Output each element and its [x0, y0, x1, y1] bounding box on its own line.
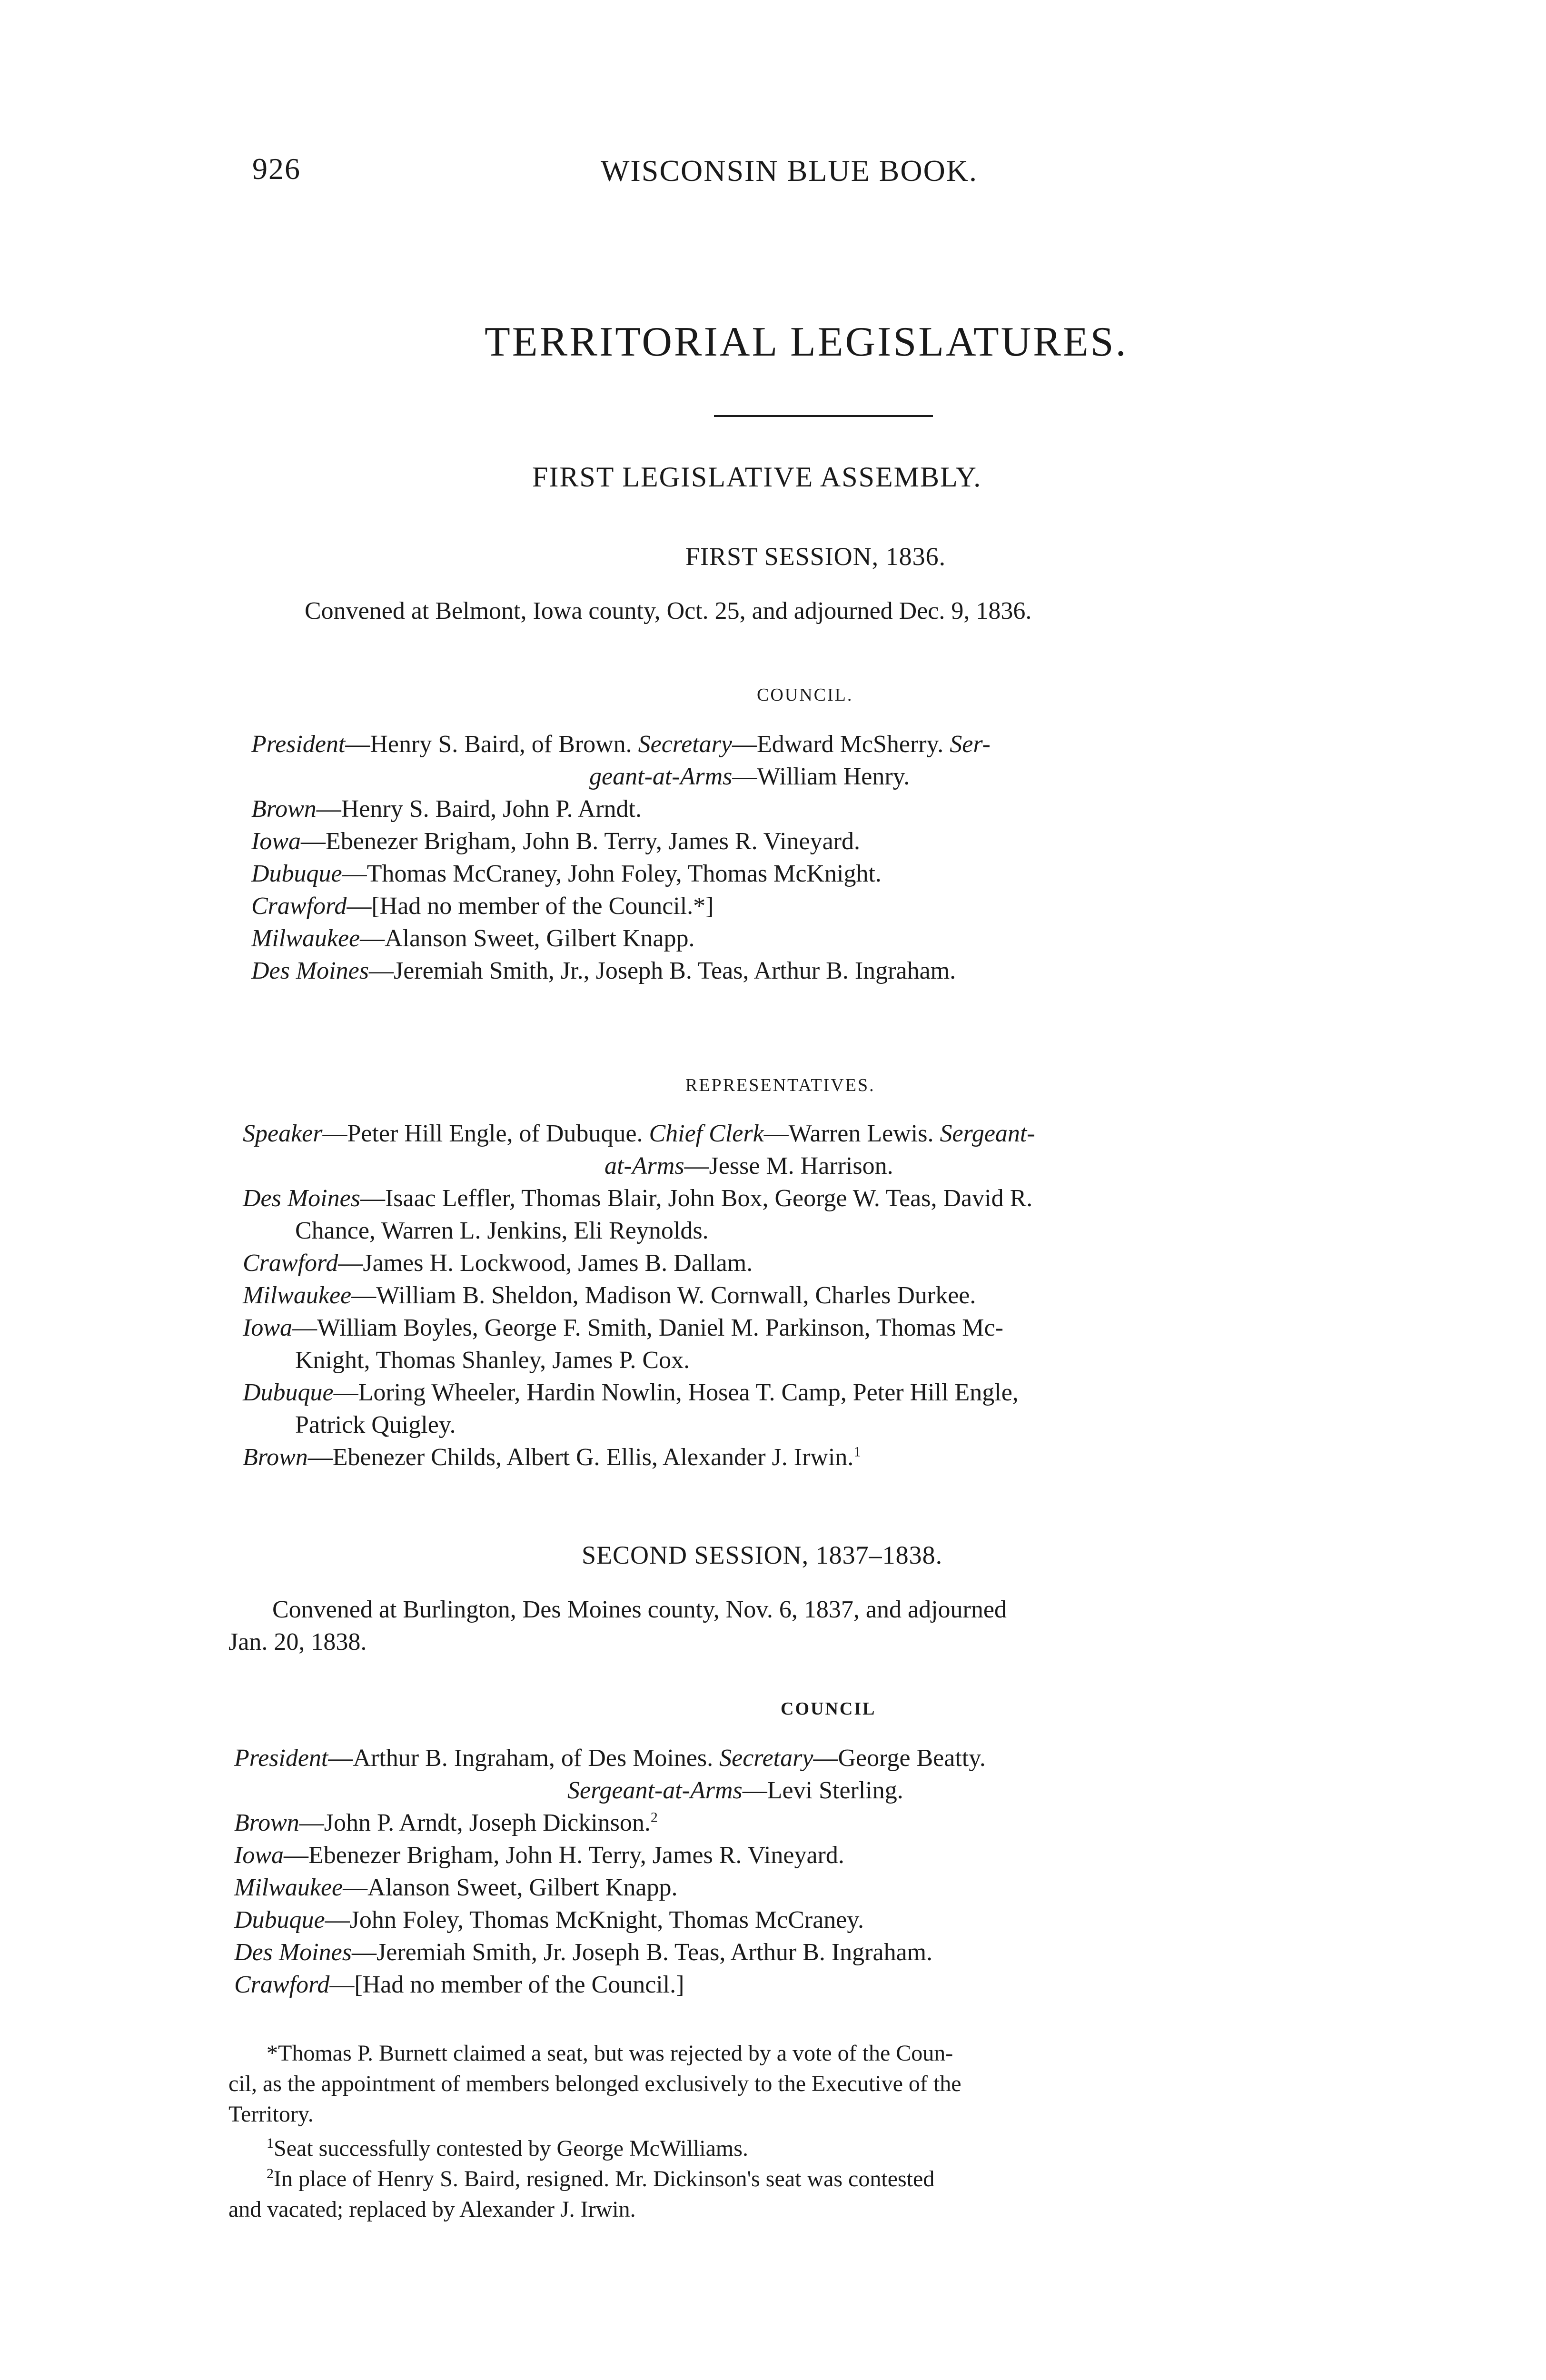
list-item-cont: Patrick Quigley. — [295, 1411, 456, 1438]
role-sergeant: Sergeant-at-Arms — [567, 1777, 743, 1804]
county-name: Brown — [234, 1809, 299, 1836]
role-president: President — [234, 1745, 328, 1772]
footnote-ref: 2 — [650, 1809, 658, 1825]
sergeant-name: —Levi Sterling. — [742, 1777, 903, 1804]
list-item — [234, 1839, 1377, 1872]
session2-council-heading: COUNCIL — [781, 1699, 876, 1719]
clerk-name: —Warren Lewis. — [763, 1120, 940, 1147]
county-name: Crawford — [251, 892, 347, 920]
list-item — [251, 825, 1394, 858]
secretary-name: —George Beatty. — [813, 1745, 986, 1772]
list-item — [234, 1969, 1377, 2001]
list-item-cont: Chance, Warren L. Jenkins, Eli Reynolds. — [295, 1217, 709, 1244]
session2-council-list — [234, 1742, 1377, 2001]
list-item — [234, 1936, 1377, 1969]
members: —[Had no member of the Council.] — [329, 1971, 684, 1998]
list-item-cont: Knight, Thomas Shanley, James P. Cox. — [295, 1347, 690, 1374]
county-name: Des Moines — [251, 957, 369, 984]
county-name: Crawford — [234, 1971, 330, 1998]
members: —John P. Arndt, Joseph Dickinson. — [299, 1809, 651, 1836]
council-officers-line-2 — [234, 1775, 1377, 1807]
footnote-ref: 1 — [853, 1444, 861, 1460]
page-title: TERRITORIAL LEGISLATURES. — [485, 319, 1128, 365]
president-name: —Arthur B. Ingraham, of Des Moines. — [328, 1745, 720, 1772]
list-item — [251, 793, 1394, 825]
county-name: Milwaukee — [234, 1874, 343, 1901]
role-sergeant: Ser- — [950, 731, 991, 758]
list-item — [243, 1377, 1385, 1409]
county-name: Brown — [243, 1444, 308, 1471]
list-item — [251, 922, 1394, 955]
members: —Alanson Sweet, Gilbert Knapp. — [360, 925, 695, 952]
members: —Isaac Leffler, Thomas Blair, John Box, George W. Teas, David R. — [360, 1185, 1033, 1212]
members: —Ebenezer Childs, Albert G. Ellis, Alexander J. Irwin. — [307, 1444, 854, 1471]
county-name: Brown — [251, 795, 317, 823]
council-officers-line — [234, 1742, 1377, 1775]
role-chief-clerk: Chief Clerk — [649, 1120, 764, 1147]
county-name: Dubuque — [251, 860, 342, 887]
members: —Henry S. Baird, John P. Arndt. — [316, 795, 642, 823]
members: —Jeremiah Smith, Jr., Joseph B. Teas, Arthur B. Ingraham. — [368, 957, 956, 984]
council-officers-line-2 — [251, 761, 1394, 793]
county-name: Iowa — [243, 1314, 292, 1341]
footnote-mark: 2 — [267, 2166, 274, 2182]
county-name: Des Moines — [234, 1939, 352, 1966]
members: —James H. Lockwood, James B. Dallam. — [338, 1250, 753, 1277]
session2-convened-2: Jan. 20, 1838. — [228, 1628, 367, 1656]
sergeant-name: —William Henry. — [732, 763, 910, 790]
list-item — [243, 1441, 1385, 1474]
role-sergeant: Sergeant- — [940, 1120, 1035, 1147]
title-rule — [714, 415, 933, 417]
session1-council-list — [251, 728, 1394, 987]
members: —Alanson Sweet, Gilbert Knapp. — [343, 1874, 678, 1901]
session1-heading: FIRST SESSION, 1836. — [685, 542, 946, 571]
footnote-text: Seat successfully contested by George McWilliams. — [274, 2136, 748, 2161]
list-item — [243, 1247, 1385, 1279]
county-name: Iowa — [251, 828, 301, 855]
members: —William Boyles, George F. Smith, Daniel M. Parkinson, Thomas Mc- — [292, 1314, 1003, 1341]
list-item — [243, 1279, 1385, 1312]
footnote-star-1: *Thomas P. Burnett claimed a seat, but was rejected by a vote of the Coun- — [267, 2041, 953, 2066]
members: —Ebenezer Brigham, John H. Terry, James R. Vineyard. — [284, 1842, 844, 1869]
members: —Loring Wheeler, Hardin Nowlin, Hosea T. Camp, Peter Hill Engle, — [333, 1379, 1019, 1406]
running-title: WISCONSIN BLUE BOOK. — [601, 154, 978, 188]
role-sergeant-cont: geant-at-Arms — [589, 763, 733, 790]
list-item — [234, 1904, 1377, 1936]
role-sergeant-cont: at-Arms — [605, 1152, 684, 1180]
members: —Thomas McCraney, John Foley, Thomas McKnight. — [342, 860, 882, 887]
reps-officers-line — [243, 1118, 1385, 1150]
role-speaker: Speaker — [243, 1120, 323, 1147]
session1-reps-heading: REPRESENTATIVES. — [685, 1075, 875, 1095]
footnote-1 — [228, 2133, 1371, 2164]
county-name: Dubuque — [234, 1906, 325, 1934]
list-item — [243, 1312, 1385, 1344]
role-secretary: Secretary — [719, 1745, 813, 1772]
footnote-2-cont: and vacated; replaced by Alexander J. Irwin. — [228, 2197, 636, 2222]
footnote-star-2: cil, as the appointment of members belonged exclusively to the Executive of the — [228, 2071, 961, 2096]
county-name: Milwaukee — [251, 925, 360, 952]
list-item — [234, 1807, 1377, 1839]
footnote-star-3: Territory. — [228, 2102, 314, 2127]
speaker-name: —Peter Hill Engle, of Dubuque. — [322, 1120, 649, 1147]
secretary-name: —Edward McSherry. — [732, 731, 950, 758]
county-name: Des Moines — [243, 1185, 360, 1212]
county-name: Iowa — [234, 1842, 284, 1869]
list-item — [251, 890, 1394, 922]
footnote-2 — [228, 2164, 1371, 2194]
footnote-mark: 1 — [267, 2135, 274, 2151]
session1-convened: Convened at Belmont, Iowa county, Oct. 25, and adjourned Dec. 9, 1836. — [305, 597, 1032, 625]
members: —William B. Sheldon, Madison W. Cornwall, Charles Durkee. — [351, 1282, 976, 1309]
county-name: Dubuque — [243, 1379, 334, 1406]
footnote-text: In place of Henry S. Baird, resigned. Mr. Dickinson's seat was contested — [274, 2166, 935, 2192]
members: —Jeremiah Smith, Jr. Joseph B. Teas, Arthur B. Ingraham. — [351, 1939, 933, 1966]
reps-officers-line-2 — [243, 1150, 1385, 1182]
list-item — [243, 1182, 1385, 1215]
footnotes — [228, 2038, 1371, 2225]
members: —John Foley, Thomas McKnight, Thomas McCraney. — [325, 1906, 864, 1934]
session2-convened-1: Convened at Burlington, Des Moines county, Nov. 6, 1837, and adjourned — [272, 1596, 1007, 1623]
assembly-heading: FIRST LEGISLATIVE ASSEMBLY. — [532, 461, 982, 493]
members: —[Had no member of the Council.*] — [347, 892, 714, 920]
list-item — [234, 1872, 1377, 1904]
session2-heading: SECOND SESSION, 1837–1838. — [582, 1541, 943, 1569]
county-name: Crawford — [243, 1250, 338, 1277]
president-name: —Henry S. Baird, of Brown. — [345, 731, 638, 758]
members: —Ebenezer Brigham, John B. Terry, James R. Vineyard. — [301, 828, 861, 855]
list-item — [251, 858, 1394, 890]
page-number: 926 — [252, 152, 301, 186]
role-president: President — [251, 731, 346, 758]
council-officers-line — [251, 728, 1394, 761]
county-name: Milwaukee — [243, 1282, 352, 1309]
session1-council-heading: COUNCIL. — [757, 685, 853, 705]
session1-reps-list — [243, 1118, 1385, 1474]
list-item — [251, 955, 1394, 987]
sergeant-name: —Jesse M. Harrison. — [684, 1152, 893, 1180]
role-secretary: Secretary — [638, 731, 732, 758]
